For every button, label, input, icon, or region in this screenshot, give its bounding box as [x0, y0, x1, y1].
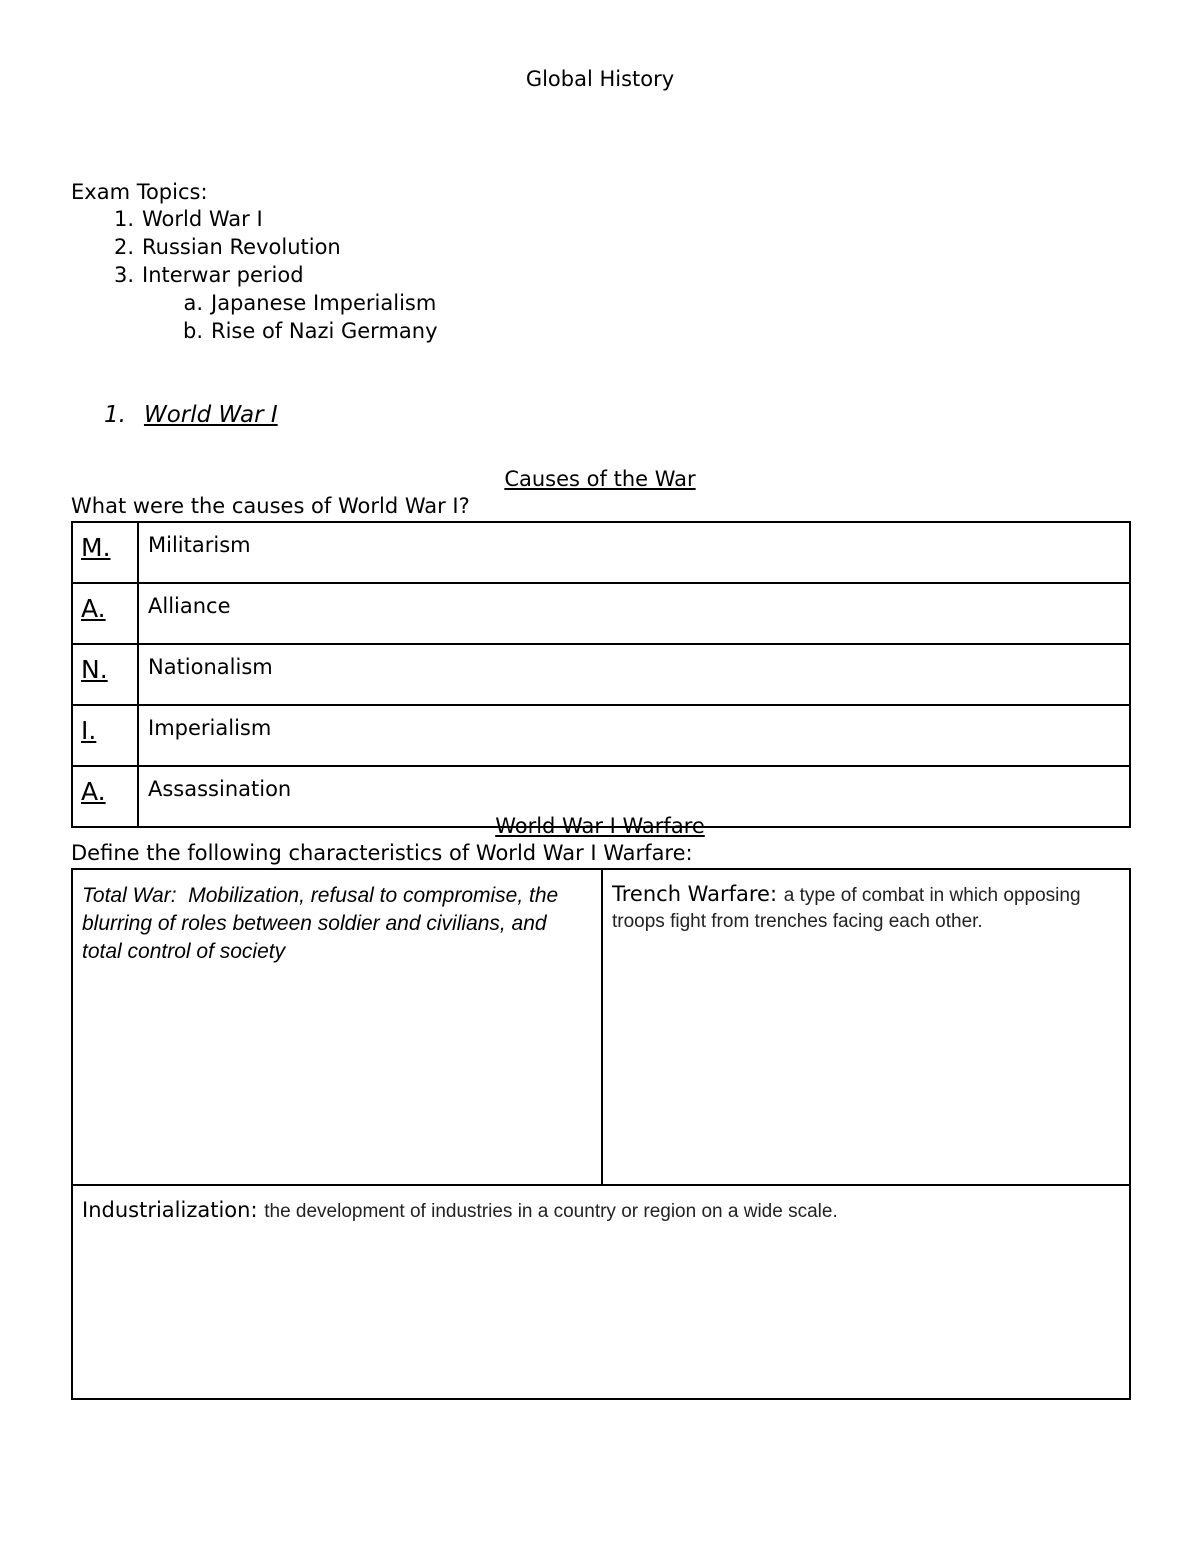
warfare-heading: World War I Warfare [495, 814, 705, 838]
trench-warfare-term: Trench Warfare: [612, 882, 778, 906]
section-heading [104, 402, 278, 428]
topic-item [98, 207, 263, 231]
cause-word[interactable]: Alliance [138, 583, 1130, 644]
total-war-definition: Mobilization, refusal to compromise, the blurring of roles between soldier and civilians, and total control of society [82, 884, 559, 963]
trench-warfare-cell[interactable] [602, 869, 1130, 1185]
cause-letter: I. [72, 705, 138, 766]
subtopic-text: Rise of Nazi Germany [211, 319, 438, 343]
cause-word[interactable]: Militarism [138, 522, 1130, 583]
table-row [72, 522, 1130, 583]
topic-text: Interwar period [142, 263, 304, 287]
cause-letter: A. [72, 583, 138, 644]
table-row [72, 644, 1130, 705]
causes-prompt: What were the causes of World War I? [71, 494, 470, 518]
page-title: Global History [525, 67, 675, 91]
table-row [72, 705, 1130, 766]
warfare-table [71, 868, 1131, 1400]
cause-letter: N. [72, 644, 138, 705]
table-row [72, 1185, 1130, 1399]
section-title: World War I [143, 402, 278, 428]
topic-number: 3. [113, 263, 134, 287]
topic-text: Russian Revolution [142, 235, 341, 259]
subtopic-letter: b. [182, 319, 203, 343]
exam-topics-label: Exam Topics: [71, 180, 208, 204]
industrialization-term: Industrialization: [82, 1198, 258, 1222]
topic-item [98, 235, 341, 259]
subtopic-item [175, 319, 438, 343]
total-war-cell[interactable] [72, 869, 602, 1185]
warfare-prompt: Define the following characteristics of World War I Warfare: [71, 841, 693, 865]
subtopic-item [175, 291, 436, 315]
cause-word[interactable]: Imperialism [138, 705, 1130, 766]
topic-number: 1. [113, 207, 134, 231]
subtopic-text: Japanese Imperialism [211, 291, 437, 315]
subtopic-letter: a. [183, 291, 203, 315]
cause-word[interactable]: Assassination [138, 766, 1130, 827]
cause-letter: M. [72, 522, 138, 583]
trench-warfare-definition: a type of combat in which opposing troops fight from trenches facing each other. [612, 885, 1081, 932]
industrialization-cell[interactable] [72, 1185, 1130, 1399]
section-number: 1. [104, 402, 126, 428]
topic-text: World War I [142, 207, 263, 231]
cause-word[interactable]: Nationalism [138, 644, 1130, 705]
topic-item [98, 263, 304, 287]
table-row [72, 583, 1130, 644]
cause-letter: A. [72, 766, 138, 827]
table-row [72, 869, 1130, 1185]
causes-heading: Causes of the War [504, 467, 696, 491]
industrialization-definition: the development of industries in a country or region on a wide scale. [264, 1201, 838, 1222]
topic-number: 2. [113, 235, 134, 259]
total-war-term: Total War: [82, 884, 177, 907]
causes-table [71, 521, 1131, 828]
